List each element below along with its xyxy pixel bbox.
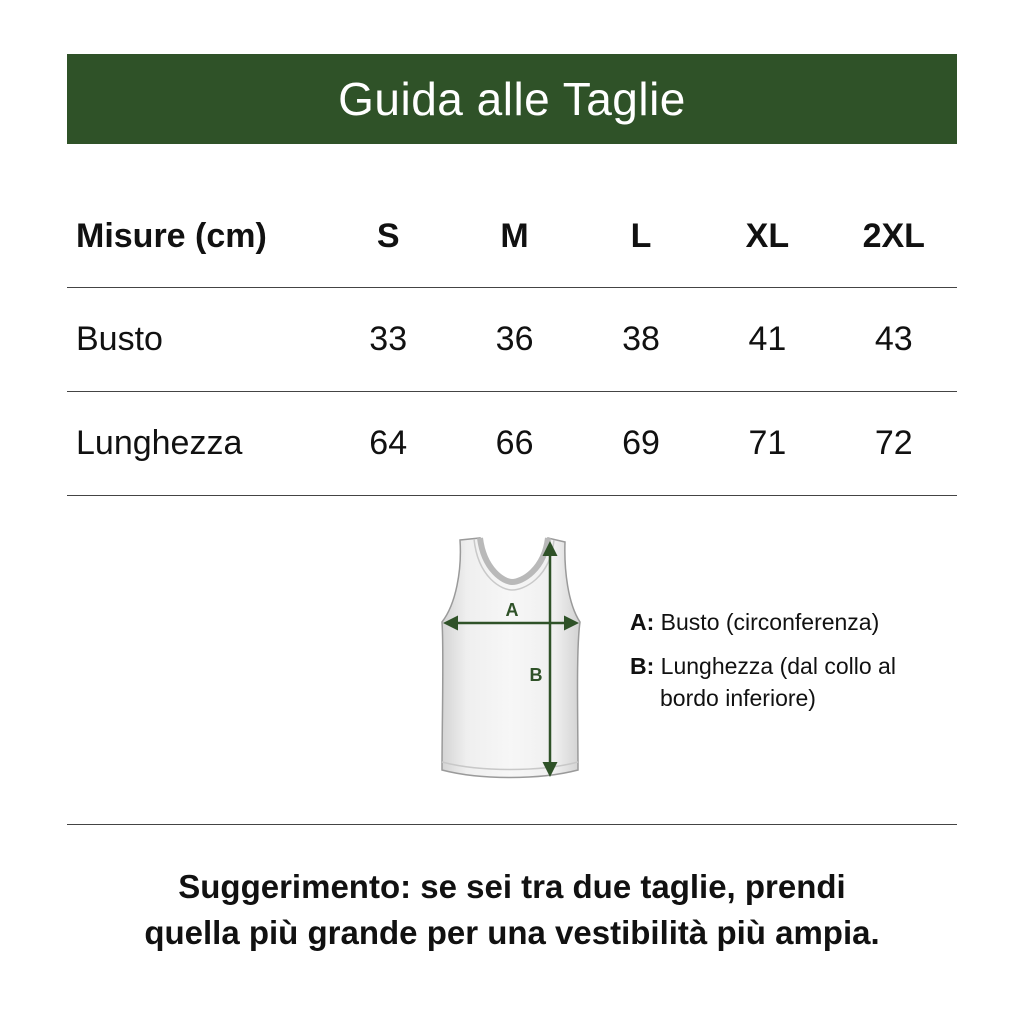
tip-line-1: Suggerimento: se sei tra due taglie, prendi xyxy=(178,868,846,905)
table-cell: 71 xyxy=(748,424,787,462)
column-header-measures: Misure (cm) xyxy=(76,216,267,255)
row-label: Busto xyxy=(76,320,163,358)
row-label: Lunghezza xyxy=(76,424,243,462)
tank-top-icon xyxy=(430,530,600,790)
table-cell: 33 xyxy=(369,320,408,358)
column-header-2xl: 2XL xyxy=(862,216,925,255)
column-header-l: L xyxy=(630,216,652,255)
table-cell: 38 xyxy=(622,320,660,358)
size-table xyxy=(67,185,957,496)
table-header-row xyxy=(67,185,957,288)
legend-key-a: A: xyxy=(630,609,655,635)
legend-key-b: B: xyxy=(630,653,655,679)
table-cell: 43 xyxy=(874,320,913,358)
marker-b-label: B xyxy=(529,665,543,685)
table-cell: 41 xyxy=(748,320,787,358)
divider xyxy=(67,824,957,825)
table-row-lunghezza xyxy=(67,392,957,496)
table-cell: 69 xyxy=(622,424,660,462)
column-header-m: M xyxy=(500,216,529,255)
tip-line-2: quella più grande per una vestibilità più ampia. xyxy=(144,914,880,951)
legend-item-b xyxy=(630,650,960,714)
page-title: Guida alle Taglie xyxy=(338,73,686,125)
table-cell: 64 xyxy=(369,424,408,462)
table-cell: 72 xyxy=(874,424,913,462)
marker-a-label: A xyxy=(505,600,519,620)
table-row-busto xyxy=(67,288,957,392)
legend-text-a: Busto (circonferenza) xyxy=(660,609,880,635)
title-banner xyxy=(67,54,957,144)
measurement-diagram xyxy=(430,530,600,790)
legend-text-b-line1: Lunghezza (dal collo al xyxy=(660,653,896,679)
legend-text-b-line2: bordo inferiore) xyxy=(660,685,816,711)
column-header-xl: XL xyxy=(745,216,790,255)
legend-item-a xyxy=(630,606,960,638)
table-cell: 66 xyxy=(495,424,534,462)
measurement-legend xyxy=(630,606,960,726)
sizing-tip xyxy=(40,864,984,956)
column-header-s: S xyxy=(376,216,400,255)
table-cell: 36 xyxy=(495,320,534,358)
